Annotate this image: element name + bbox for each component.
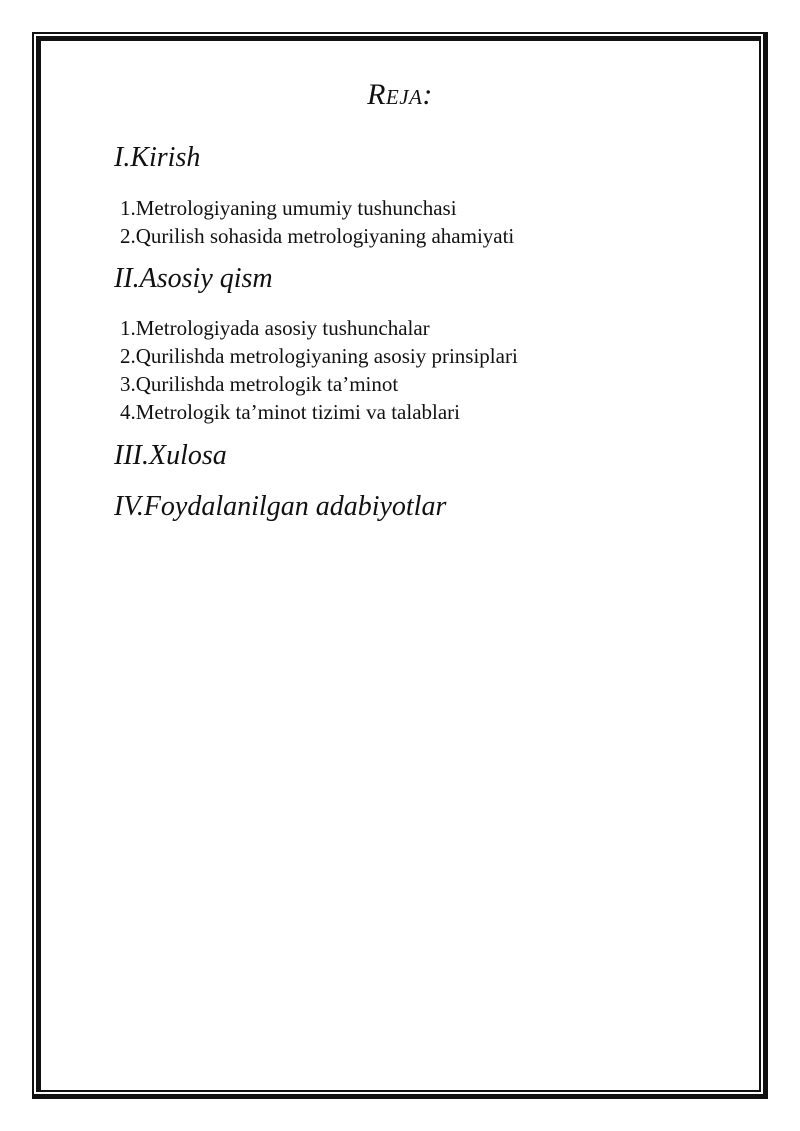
- section-heading-references: IV.Foydalanilgan adabiyotlar: [114, 491, 447, 522]
- section-heading-conclusion: III.Xulosa: [114, 440, 227, 471]
- toc-item: 4.Metrologik ta’minot tizimi va talablari: [120, 400, 460, 424]
- page-border-inner: [36, 36, 761, 1092]
- section-heading-main-part: II.Asosiy qism: [114, 263, 273, 294]
- toc-item: 2.Qurilishda metrologiyaning asosiy prinsiplari: [120, 344, 518, 368]
- toc-item: 1.Metrologiyaning umumiy tushunchasi: [120, 196, 457, 220]
- toc-item: 1.Metrologiyada asosiy tushunchalar: [120, 316, 430, 340]
- toc-item: 3.Qurilishda metrologik ta’minot: [120, 372, 399, 396]
- section-heading-introduction: I.Kirish: [114, 142, 201, 173]
- document-title: Reja:: [367, 78, 433, 111]
- page-border-outer: [32, 32, 768, 1099]
- toc-item: 2.Qurilish sohasida metrologiyaning ahamiyati: [120, 224, 515, 248]
